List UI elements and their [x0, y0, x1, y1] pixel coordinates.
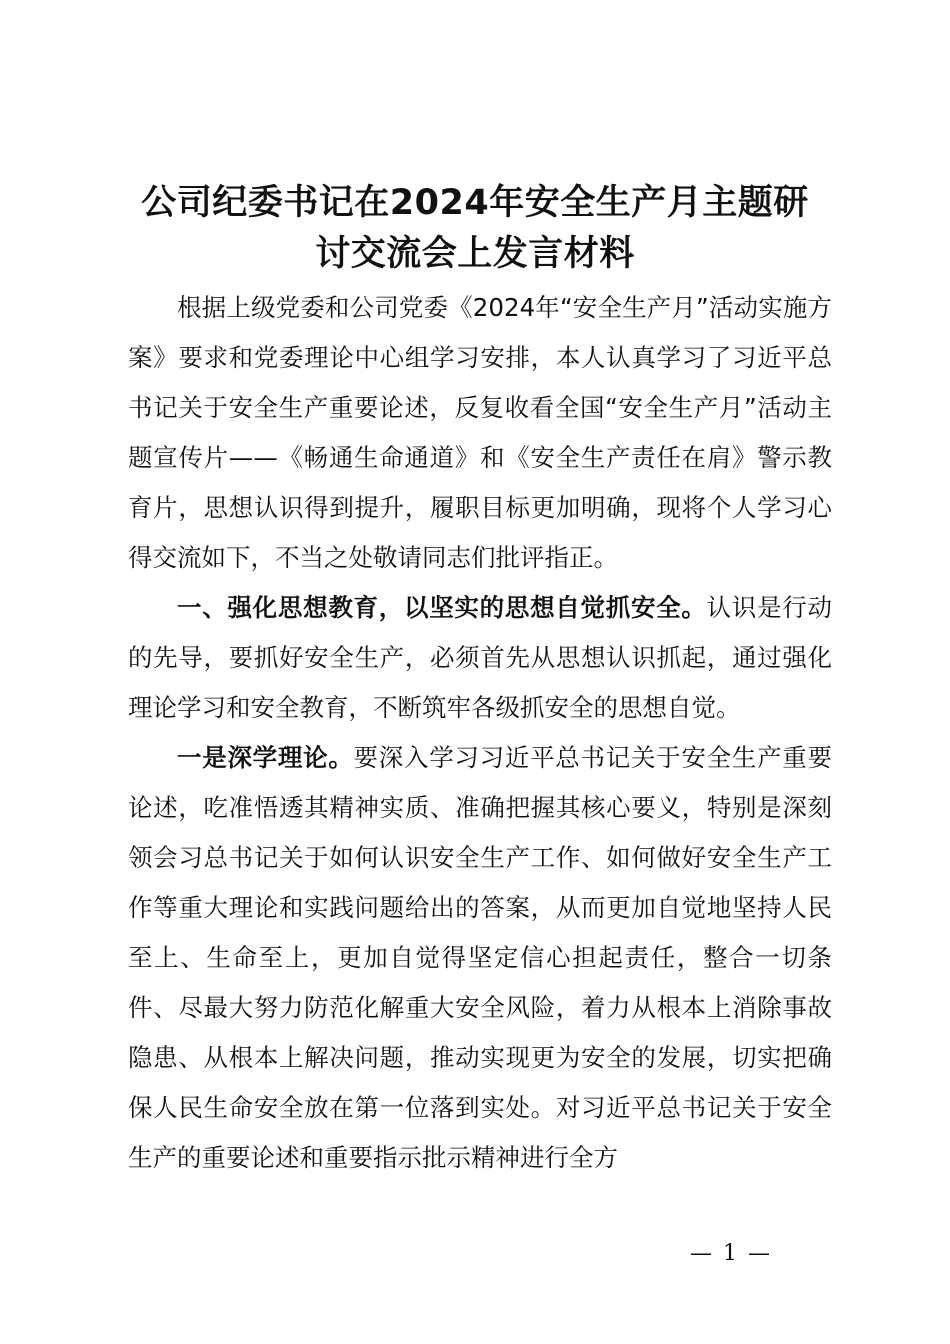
section-1-text: 认识是行动的先导，要抓好安全生产，必须首先从思想认识抓起，通过强化理论学习和安全教育，不断筑牢各级抓安全的思想自觉。: [128, 593, 833, 722]
intro-paragraph: 根据上级党委和公司党委《2024年“安全生产月”活动实施方案》要求和党委理论中心组学习安排，本人认真学习了习近平总书记关于安全生产重要论述，反复收看全国“安全生产月”活动主题宣传片——《畅通生命通道》和《安全生产责任在肩》警示教育片，思想认识得到提升，履职目标更加明确，现将个人学习心得交流如下，不当之处敬请同志们批评指正。: [128, 293, 832, 572]
title-line-1: 公司纪委书记在2024年安全生产月主题研: [141, 183, 809, 223]
item-1-text: 要深入学习习近平总书记关于安全生产重要论述，吃准悟透其精神实质、准确把握其核心要义，特别是深刻领会习总书记关于如何认识安全生产工作、如何做好安全生产工作等重大理论和实践问题给出的答案，从而更加自觉地坚持人民至上、生命至上，更加自觉得坚定信心担起责任，整合一切条件、尽最大努力防范化解重大安全风险，着力从根本上消除事故隐患、从根本上解决问题，推动实现更为安全的发展，切实把确保人民生命安全放在第一位落到实处。对习近平总书记关于安全生产的重要论述和重要指示批示精神进行全方: [128, 743, 833, 1172]
title-line-2: 讨交流会上发言材料: [315, 234, 635, 274]
page-number: — 1 —: [690, 1241, 772, 1266]
document-body: [128, 283, 832, 1183]
section-1-paragraph: [128, 583, 832, 733]
item-1-paragraph: [128, 733, 832, 1183]
document-title: [100, 178, 850, 280]
section-1-heading: 一、强化思想教育，以坚实的思想自觉抓安全。: [177, 593, 707, 622]
item-1-heading: 一是深学理论。: [177, 743, 354, 772]
